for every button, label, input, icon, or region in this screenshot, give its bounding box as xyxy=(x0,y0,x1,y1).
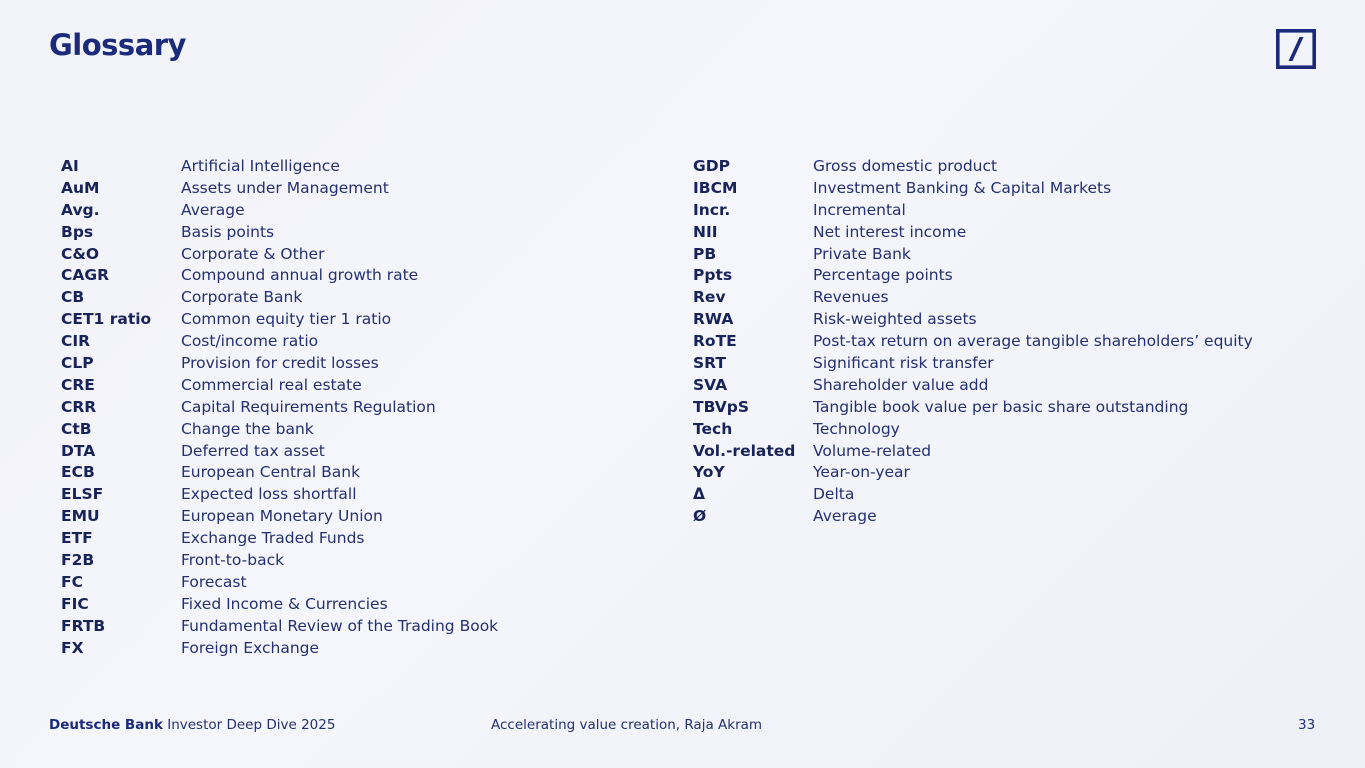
glossary-abbreviation: ETF xyxy=(61,529,93,548)
glossary-row xyxy=(61,155,498,177)
glossary-definition: Percentage points xyxy=(813,266,953,285)
glossary-definition: Assets under Management xyxy=(181,178,389,197)
glossary-abbreviation: IBCM xyxy=(693,178,738,197)
glossary-row xyxy=(61,243,498,265)
glossary-row xyxy=(693,286,1253,308)
glossary-abbreviation: SRT xyxy=(693,353,726,372)
glossary-row xyxy=(693,330,1253,352)
glossary-row xyxy=(61,308,498,330)
glossary-definition: Net interest income xyxy=(813,222,967,241)
glossary-abbreviation: CAGR xyxy=(61,266,110,285)
glossary-row xyxy=(61,374,498,396)
glossary-definition: Fixed Income & Currencies xyxy=(181,594,388,613)
glossary-abbreviation: Ppts xyxy=(693,266,733,285)
glossary-row xyxy=(693,264,1253,286)
glossary-row xyxy=(693,352,1253,374)
glossary-row xyxy=(61,505,498,527)
footer-presentation-title: Accelerating value creation, Raja Akram xyxy=(491,717,763,733)
glossary-definition: Corporate & Other xyxy=(181,244,325,263)
glossary-definition: Cost/income ratio xyxy=(181,332,319,351)
glossary-left-column xyxy=(61,155,498,658)
glossary-abbreviation: Vol.-related xyxy=(693,441,796,460)
deutsche-bank-logo-icon xyxy=(1276,29,1316,69)
glossary-row xyxy=(61,527,498,549)
glossary-definition: Foreign Exchange xyxy=(181,638,320,657)
glossary-abbreviation: TBVpS xyxy=(693,397,750,416)
page-number: 33 xyxy=(1298,717,1316,733)
glossary-definition: Common equity tier 1 ratio xyxy=(181,310,392,329)
glossary-abbreviation: CLP xyxy=(61,353,94,372)
glossary-abbreviation: RoTE xyxy=(693,332,737,351)
glossary-definition: Volume-related xyxy=(813,441,932,460)
glossary-row xyxy=(61,221,498,243)
glossary-abbreviation: AuM xyxy=(61,178,100,197)
glossary-right-column xyxy=(693,155,1253,527)
glossary-row xyxy=(693,418,1253,440)
glossary-row xyxy=(61,264,498,286)
footer-brand xyxy=(49,717,335,733)
glossary-abbreviation: Incr. xyxy=(693,200,731,219)
glossary-abbreviation: FC xyxy=(61,572,83,591)
glossary-abbreviation: Rev xyxy=(693,288,726,307)
glossary-row xyxy=(693,461,1253,483)
glossary-definition: Year-on-year xyxy=(813,463,910,482)
glossary-definition: Revenues xyxy=(813,288,889,307)
glossary-row xyxy=(61,330,498,352)
glossary-definition: Compound annual growth rate xyxy=(181,266,419,285)
glossary-abbreviation: DTA xyxy=(61,441,96,460)
glossary-row xyxy=(61,199,498,221)
glossary-definition: Front-to-back xyxy=(181,550,285,569)
glossary-definition: Basis points xyxy=(181,222,275,241)
glossary-abbreviation: RWA xyxy=(693,310,734,329)
glossary-row xyxy=(693,396,1253,418)
glossary-definition: Artificial Intelligence xyxy=(181,156,340,175)
glossary-abbreviation: Avg. xyxy=(61,200,100,219)
glossary-abbreviation: CET1 ratio xyxy=(61,310,152,329)
glossary-row xyxy=(693,483,1253,505)
footer-event-name: Investor Deep Dive 2025 xyxy=(167,717,336,733)
glossary-row xyxy=(693,308,1253,330)
glossary-definition: Investment Banking & Capital Markets xyxy=(813,178,1112,197)
glossary-definition: Expected loss shortfall xyxy=(181,485,357,504)
glossary-abbreviation: Ø xyxy=(693,507,707,526)
glossary-definition: European Central Bank xyxy=(181,463,361,482)
glossary-abbreviation: FRTB xyxy=(61,616,106,635)
glossary-abbreviation: F2B xyxy=(61,550,95,569)
glossary-abbreviation: Δ xyxy=(693,485,705,504)
glossary-abbreviation: CtB xyxy=(61,419,92,438)
glossary-definition: Provision for credit losses xyxy=(181,353,379,372)
glossary-row xyxy=(61,461,498,483)
glossary-definition: Significant risk transfer xyxy=(813,353,994,372)
glossary-row xyxy=(61,571,498,593)
glossary-abbreviation: PB xyxy=(693,244,717,263)
glossary-definition: Fundamental Review of the Trading Book xyxy=(181,616,499,635)
glossary-row xyxy=(61,440,498,462)
glossary-row xyxy=(61,483,498,505)
glossary-row xyxy=(61,396,498,418)
glossary-abbreviation: C&O xyxy=(61,244,100,263)
glossary-row xyxy=(693,177,1253,199)
glossary-row xyxy=(693,440,1253,462)
glossary-definition: Average xyxy=(813,507,877,526)
glossary-definition: Corporate Bank xyxy=(181,288,303,307)
glossary-abbreviation: FIC xyxy=(61,594,89,613)
glossary-row xyxy=(61,615,498,637)
page-title: Glossary xyxy=(49,28,186,62)
glossary-abbreviation: CIR xyxy=(61,332,91,351)
glossary-definition: Gross domestic product xyxy=(813,156,998,175)
glossary-definition: Capital Requirements Regulation xyxy=(181,397,436,416)
glossary-abbreviation: SVA xyxy=(693,375,728,394)
glossary-abbreviation: FX xyxy=(61,638,84,657)
glossary-definition: Shareholder value add xyxy=(813,375,989,394)
glossary-abbreviation: AI xyxy=(61,156,79,175)
glossary-definition: Forecast xyxy=(181,572,247,591)
glossary-row xyxy=(693,243,1253,265)
glossary-definition: Delta xyxy=(813,485,855,504)
glossary-row xyxy=(61,549,498,571)
glossary-definition: Average xyxy=(181,200,245,219)
glossary-definition: Post-tax return on average tangible shareholders’ equity xyxy=(813,332,1253,351)
footer-brand-name: Deutsche Bank xyxy=(49,717,163,733)
glossary-row xyxy=(61,177,498,199)
glossary-definition: Tangible book value per basic share outstanding xyxy=(813,397,1189,416)
glossary-definition: Private Bank xyxy=(813,244,911,263)
glossary-row xyxy=(693,199,1253,221)
glossary-abbreviation: YoY xyxy=(693,463,725,482)
glossary-row xyxy=(61,286,498,308)
glossary-abbreviation: EMU xyxy=(61,507,100,526)
glossary-definition: Commercial real estate xyxy=(181,375,362,394)
glossary-row xyxy=(61,352,498,374)
glossary-row xyxy=(61,637,498,659)
glossary-definition: Risk-weighted assets xyxy=(813,310,977,329)
glossary-abbreviation: CB xyxy=(61,288,85,307)
glossary-definition: Incremental xyxy=(813,200,906,219)
glossary-row xyxy=(693,155,1253,177)
glossary-definition: Change the bank xyxy=(181,419,314,438)
glossary-abbreviation: CRR xyxy=(61,397,97,416)
glossary-abbreviation: ELSF xyxy=(61,485,104,504)
glossary-abbreviation: Bps xyxy=(61,222,94,241)
glossary-abbreviation: CRE xyxy=(61,375,95,394)
glossary-definition: Technology xyxy=(813,419,900,438)
glossary-abbreviation: ECB xyxy=(61,463,95,482)
glossary-row xyxy=(61,418,498,440)
glossary-row xyxy=(61,593,498,615)
glossary-definition: Deferred tax asset xyxy=(181,441,325,460)
glossary-abbreviation: NII xyxy=(693,222,718,241)
glossary-abbreviation: GDP xyxy=(693,156,730,175)
glossary-row xyxy=(693,221,1253,243)
glossary-row xyxy=(693,374,1253,396)
glossary-abbreviation: Tech xyxy=(693,419,733,438)
glossary-definition: Exchange Traded Funds xyxy=(181,529,365,548)
glossary-row xyxy=(693,505,1253,527)
glossary-definition: European Monetary Union xyxy=(181,507,383,526)
